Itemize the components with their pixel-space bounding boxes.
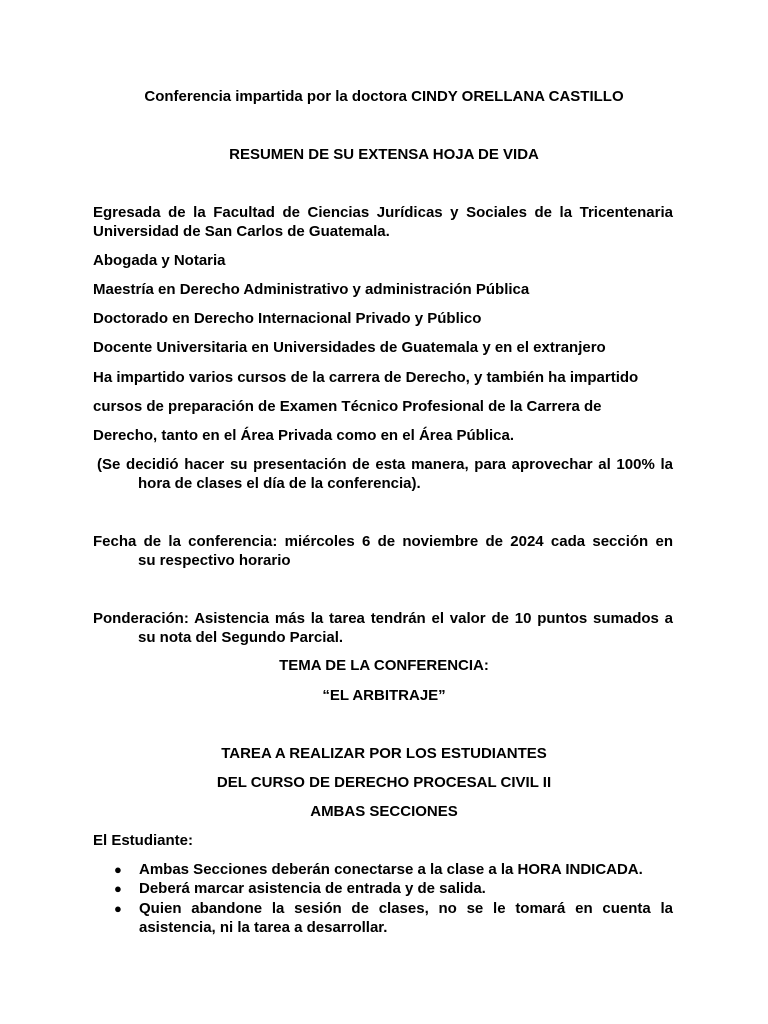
- presentation-note-line-1: (Se decidió hacer su presentación de esta manera, para aprovechar al 100% la: [97, 456, 673, 473]
- list-item: Quien abandone la sesión de clases, no se le tomará en cuenta la: [139, 900, 673, 917]
- cv-summary-heading: RESUMEN DE SU EXTENSA HOJA DE VIDA: [229, 146, 539, 163]
- cv-education-line-cont: Universidad de San Carlos de Guatemala.: [93, 223, 390, 240]
- cv-courses-line-3: Derecho, tanto en el Área Privada como en el Área Pública.: [93, 427, 514, 444]
- bullet-icon: ●: [114, 901, 122, 916]
- assignment-heading-line-3: AMBAS SECCIONES: [310, 803, 458, 820]
- conference-date-line-2: su respectivo horario: [138, 552, 291, 569]
- bullet-icon: ●: [114, 881, 122, 896]
- cv-courses-line-2: cursos de preparación de Examen Técnico Profesional de la Carrera de: [93, 398, 602, 415]
- list-item: Ambas Secciones deberán conectarse a la clase a la HORA INDICADA.: [139, 861, 643, 878]
- grading-line-2: su nota del Segundo Parcial.: [138, 629, 344, 646]
- presentation-note-line-2: hora de clases el día de la conferencia).: [138, 475, 421, 492]
- assignment-heading-line-1: TAREA A REALIZAR POR LOS ESTUDIANTES: [221, 745, 547, 762]
- conference-title: Conferencia impartida por la doctora CINDY ORELLANA CASTILLO: [144, 88, 624, 105]
- topic-label: TEMA DE LA CONFERENCIA:: [279, 657, 489, 674]
- cv-profession: Abogada y Notaria: [93, 252, 226, 269]
- list-item-continuation: asistencia, ni la tarea a desarrollar.: [139, 919, 388, 936]
- bullet-icon: ●: [114, 862, 122, 877]
- cv-doctorate: Doctorado en Derecho Internacional Privado y Público: [93, 310, 482, 327]
- conference-date-line-1: Fecha de la conferencia: miércoles 6 de noviembre de 2024 cada sección en: [93, 533, 673, 550]
- cv-teaching: Docente Universitaria en Universidades de Guatemala y en el extranjero: [93, 339, 606, 356]
- cv-education-line: Egresada de la Facultad de Ciencias Jurídicas y Sociales de la Tricentenaria: [93, 204, 673, 221]
- cv-masters: Maestría en Derecho Administrativo y administración Pública: [93, 281, 530, 298]
- list-item: Deberá marcar asistencia de entrada y de salida.: [139, 880, 486, 897]
- student-label: El Estudiante:: [93, 832, 194, 849]
- grading-line-1: Ponderación: Asistencia más la tarea tendrán el valor de 10 puntos sumados a: [93, 610, 673, 627]
- topic-title: “EL ARBITRAJE”: [322, 687, 446, 704]
- cv-courses-line-1: Ha impartido varios cursos de la carrera de Derecho, y también ha impartido: [93, 369, 639, 386]
- assignment-heading-line-2: DEL CURSO DE DERECHO PROCESAL CIVIL II: [216, 774, 552, 791]
